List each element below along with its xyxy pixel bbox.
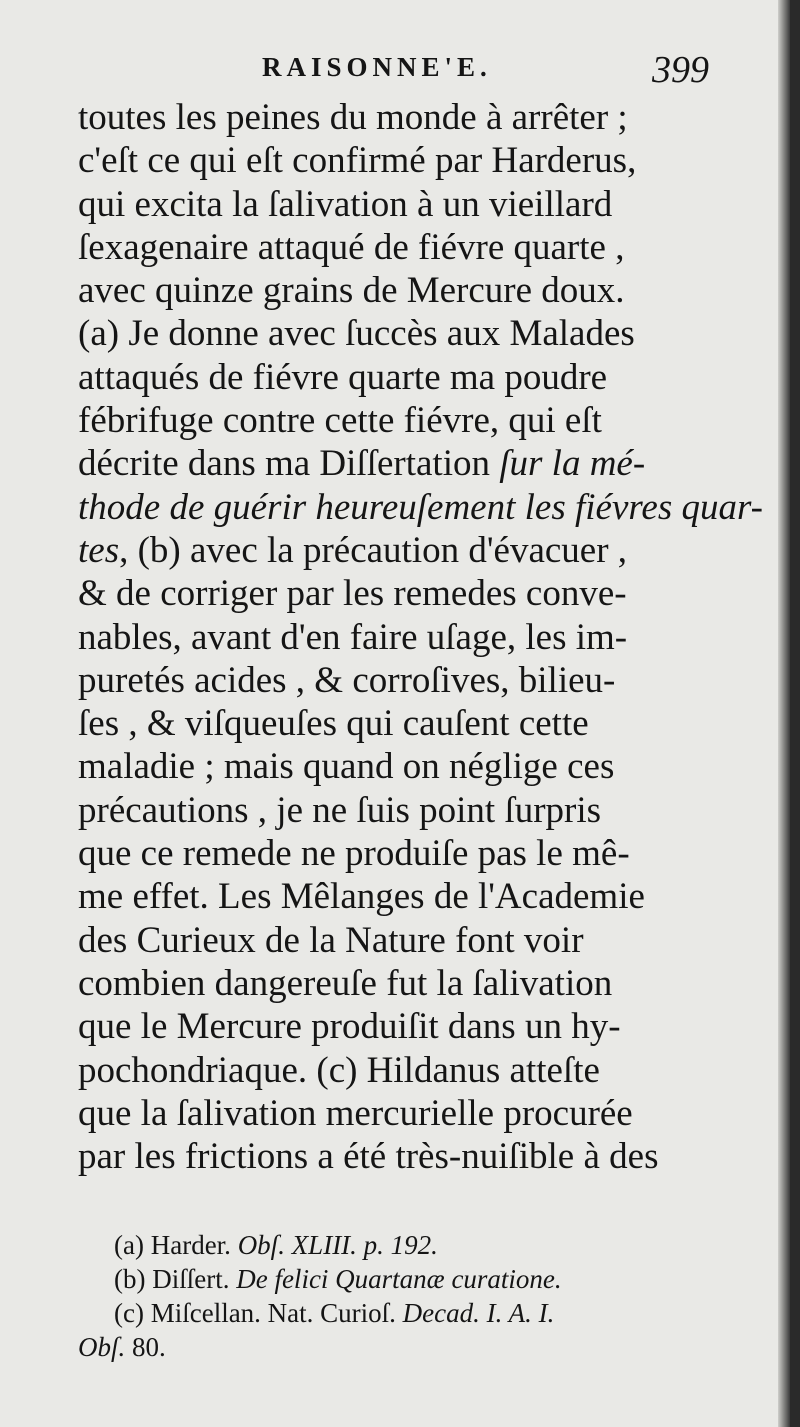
page-number: 399: [652, 49, 709, 91]
page-header: [0, 48, 790, 92]
text-line: fébrifuge contre cette fiévre, qui eſt: [78, 400, 602, 442]
text-line: que le Mercure produiſit dans un hy-: [78, 1006, 621, 1048]
text-line: qui excita la ſalivation à un vieillard: [78, 183, 613, 225]
text-line-italic: ſur la mé-: [499, 443, 646, 485]
text-line: que la ſalivation mercurielle procurée: [78, 1092, 633, 1134]
footnote-c-ref: Decad. I. A. I.: [402, 1298, 555, 1328]
text-line: [78, 442, 733, 485]
text-line: [78, 529, 733, 572]
footnote-c-label: (c) Miſcellan. Nat. Curioſ.: [114, 1298, 403, 1328]
text-line: nables, avant d'en faire uſage, les im-: [78, 616, 628, 658]
footnote-c: [78, 1296, 738, 1330]
footnote-c-cont-rest: 80.: [125, 1332, 166, 1362]
footnote-b-ref: De felici Quartanæ curatione.: [236, 1264, 562, 1294]
text-line: que ce remede ne produiſe pas le mê-: [78, 833, 630, 875]
text-line: par les frictions a été très-nuiſible à des: [78, 1136, 659, 1178]
text-line: pochondriaque. (c) Hildanus atteſte: [78, 1049, 600, 1091]
text-line: des Curieux de la Nature font voir: [78, 919, 584, 961]
text-line: me effet. Les Mêlanges de l'Academie: [78, 876, 645, 918]
text-line: (a) Je donne avec ſuccès aux Malades: [78, 313, 635, 355]
text-line-roman: décrite dans ma Diſſertation: [78, 443, 500, 485]
text-line: ſes , & viſqueuſes qui cauſent cette: [78, 703, 589, 745]
text-line-italic: tes: [78, 529, 120, 571]
text-line: avec quinze grains de Mercure doux.: [78, 270, 625, 312]
text-line: & de corriger par les remedes conve-: [78, 573, 627, 615]
footnote-c-continued: [78, 1330, 738, 1364]
text-line: puretés acides , & corroſives, bilieu-: [78, 659, 616, 701]
text-line: thode de guérir heureuſement les fiévres quar-: [78, 486, 763, 528]
text-line: combien dangereuſe fut la ſalivation: [78, 962, 613, 1004]
page-edge-shadow: [778, 0, 790, 1427]
body-text: [78, 96, 763, 1178]
text-line: c'eſt ce qui eſt confirmé par Harderus,: [78, 140, 637, 182]
text-line: précautions , je ne ſuis point ſurpris: [78, 789, 602, 831]
footnote-a: [78, 1228, 738, 1262]
running-head: RAISONNE'E.: [262, 52, 492, 82]
footnote-b-label: (b) Diſſert.: [114, 1264, 237, 1294]
footnote-c-cont-italic: Obſ.: [78, 1332, 126, 1362]
text-line: toutes les peines du monde à arrêter ;: [78, 97, 628, 138]
text-line: attaqués de fiévre quarte ma poudre: [78, 356, 608, 398]
text-line: maladie ; mais quand on néglige ces: [78, 746, 615, 788]
footnotes: [78, 1228, 738, 1364]
footnote-a-label: (a) Harder.: [114, 1230, 238, 1260]
footnote-a-ref: Obſ. XLIII. p. 192.: [237, 1230, 438, 1260]
text-line: ſexagenaire attaqué de fiévre quarte ,: [78, 226, 625, 268]
text-line-roman: , (b) avec la précaution d'évacuer ,: [119, 529, 628, 571]
footnote-b: [78, 1262, 738, 1296]
